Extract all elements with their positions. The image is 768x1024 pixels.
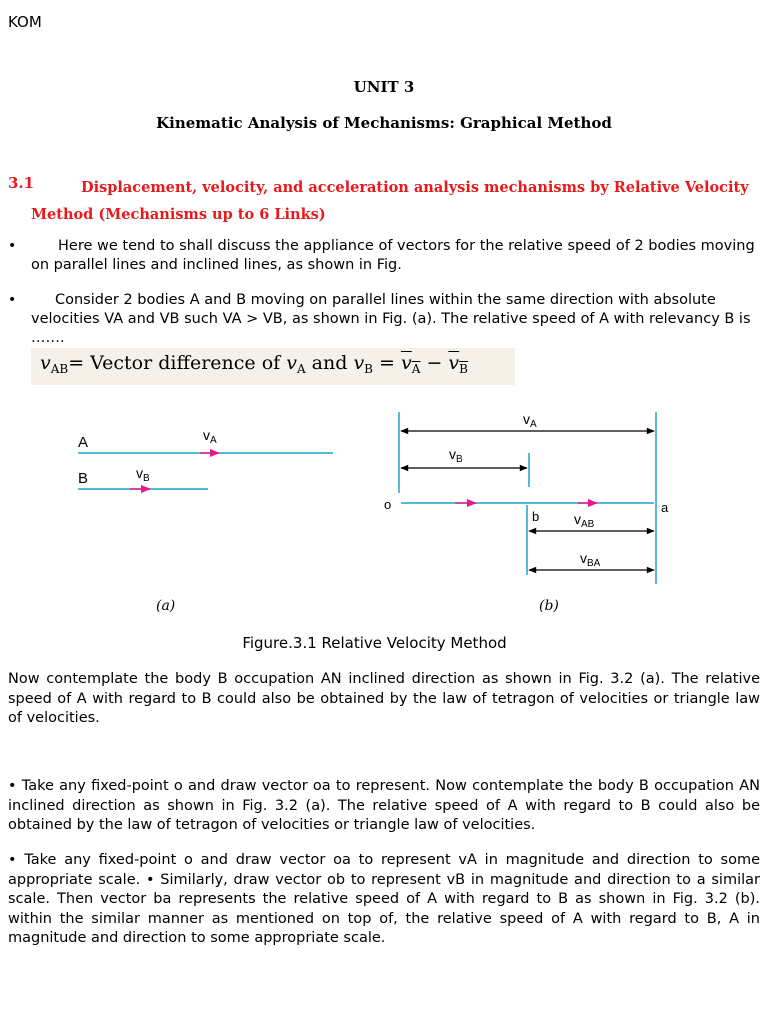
paragraph: • Take any fixed-point o and draw vector oa to represent vA in magnitude and direction to some appropriate scale. • Similarly, draw vector ob to represent vB in magnitude and direction to a similar scale. Then vector ba represents the relative speed of A with regard to B as shown in Fig. 3.2 (b). within the similar manner as mentioned on top of, the relative speed of A with regard to B, A in magnitude and direction to some appropriate scale.	[8, 852, 760, 946]
section-title: Displacement, velocity, and acceleration analysis mechanisms by Relative Velocity Method (Mechanisms up to 6 Links)	[31, 179, 749, 223]
bullet-item: Here we tend to shall discuss the appliance of vectors for the relative speed of 2 bodies moving on parallel lines and inclined lines, as shown in Fig.	[31, 238, 755, 273]
caption-b: (b)	[539, 598, 559, 614]
paragraph: Now contemplate the body B occupation AN inclined direction as shown in Fig. 3.2 (a). The relative speed of A with regard to B could also be obtained by the law of tetragon of velocities or triangle law of velocities.	[8, 671, 760, 726]
relative-velocity-figure	[0, 400, 768, 625]
label-b: B	[78, 470, 89, 487]
bullet-item: Consider 2 bodies A and B moving on parallel lines within the same direction with absolute velocities VA and VB such VA > VB, as shown in Fig. (a). The relative speed of A with relevancy B is …….	[31, 292, 751, 346]
figure-b	[384, 411, 669, 614]
unit-heading: UNIT 3	[353, 78, 415, 96]
paragraph: • Take any fixed-point o and draw vector oa to represent. Now contemplate the body B occupation AN inclined direction as shown in Fig. 3.2 (a). The relative speed of A with regard to B could also be obtained by the law of tetragon of velocities or triangle law of velocities.	[8, 778, 760, 833]
bullet-marker: •	[8, 238, 17, 254]
label-vba: $v_{BA}$	[580, 550, 601, 569]
label-point-a: a	[661, 500, 669, 515]
caption-a: (a)	[156, 598, 176, 614]
header-label: KOM	[8, 13, 42, 31]
figure-caption: Figure.3.1 Relative Velocity Method	[242, 634, 507, 652]
figure-a	[78, 427, 333, 614]
label-b-va: $v_A$	[523, 411, 537, 430]
label-vb: $v_B$	[136, 465, 150, 484]
label-o: o	[384, 497, 392, 512]
label-b-vb: $v_B$	[449, 446, 463, 465]
formula: $v_{AB}=$ Vector difference of $v_A$ and $v_B = v_A - v_B$	[40, 352, 468, 376]
page-title: Kinematic Analysis of Mechanisms: Graphical Method	[156, 114, 612, 132]
label-point-b: b	[532, 509, 540, 524]
bullet-marker: •	[8, 292, 17, 308]
label-vab: $v_{AB}$	[574, 511, 595, 530]
label-va: $v_A$	[203, 427, 217, 446]
formula-box	[31, 348, 515, 385]
label-a: A	[78, 434, 89, 451]
section-number: 3.1	[8, 174, 35, 192]
